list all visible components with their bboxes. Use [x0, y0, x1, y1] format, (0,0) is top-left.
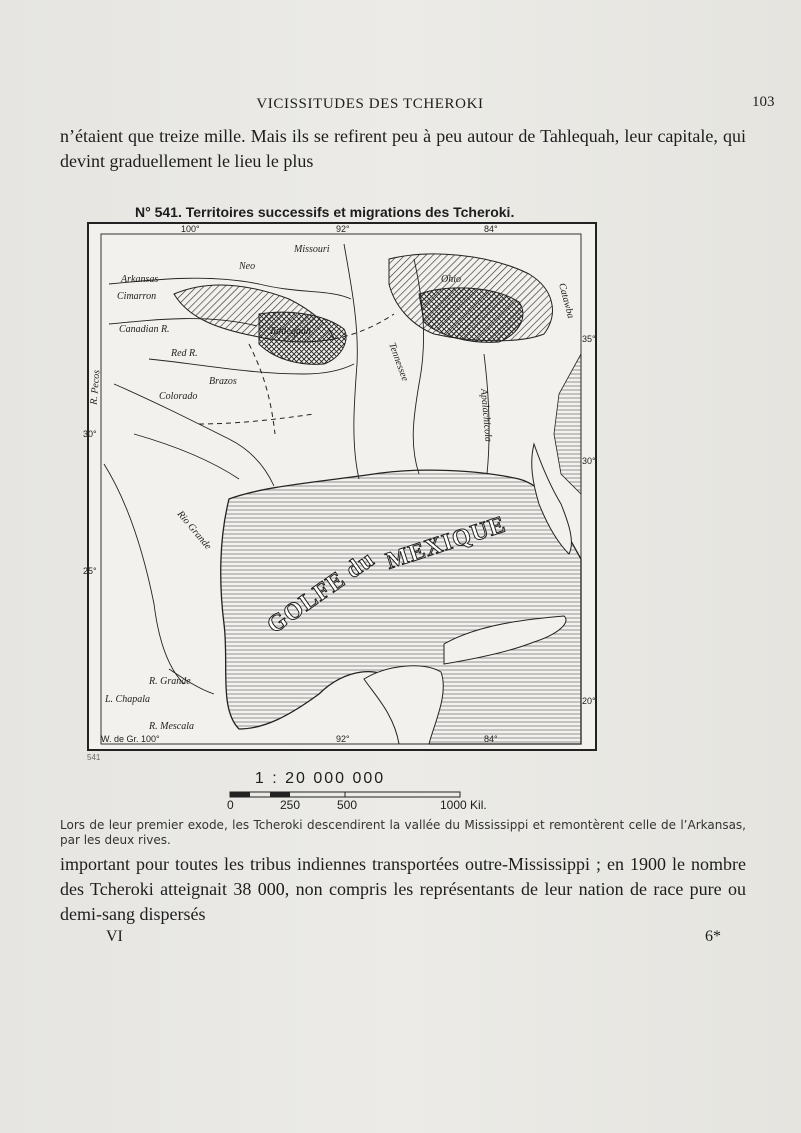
lon-bottom-3: 84° [484, 734, 498, 744]
lon-bottom-1: W. de Gr. 100° [101, 734, 160, 744]
lat-left-1: 30° [83, 429, 97, 439]
label-rio-grande: Rio Grande [174, 508, 214, 552]
lon-top-2: 92° [336, 224, 350, 234]
scale-tick-250: 250 [280, 798, 301, 812]
lat-right-1: 35° [582, 334, 596, 344]
atlantic-ocean [554, 354, 581, 494]
lon-bottom-2: 92° [336, 734, 350, 744]
label-tennessee: Tennessee [386, 341, 411, 383]
figure-caption: Lors de leur premier exode, les Tcheroki descendirent la vallée du Mississippi et remontèrent celle de l’Arkansas, par les deux rives. [60, 818, 746, 847]
signature-sheet: 6* [705, 928, 721, 945]
map-reference: 541 [87, 753, 101, 762]
yucatan-peninsula [364, 666, 443, 744]
label-neo: Neo [239, 261, 256, 272]
scale-tick-0: 0 [227, 798, 234, 812]
label-arkansas: Arkansas [121, 274, 159, 285]
scale-tick-500: 500 [337, 798, 358, 812]
figure-title: N° 541. Territoires successifs et migrations des Tcheroki. [135, 204, 515, 220]
label-ohio: Ohio [441, 274, 461, 285]
running-head: VICISSITUDES DES TCHEROKI [256, 96, 484, 112]
territory-tahlequah [259, 312, 346, 364]
label-mescala: R. Mescala [149, 721, 194, 732]
label-brazos: Brazos [209, 376, 237, 387]
label-catawba: Catawba [556, 281, 577, 320]
lat-right-3: 20° [582, 696, 596, 706]
label-canadian: Canadian R. [119, 324, 170, 335]
lat-left-2: 25° [83, 566, 97, 576]
page-number: 103 [752, 94, 775, 110]
lat-right-2: 30° [582, 456, 596, 466]
label-chapala: L. Chapala [105, 694, 151, 705]
lon-top-1: 100° [181, 224, 200, 234]
lon-top-3: 84° [484, 224, 498, 234]
scale-ratio: 1 : 20 000 000 [254, 770, 386, 787]
label-missouri: Missouri [294, 244, 330, 255]
map-figure [83, 222, 597, 751]
label-cimarron: Cimarron [117, 291, 157, 302]
label-pecos: R. Pecos [88, 369, 103, 406]
map-svg [83, 224, 596, 749]
label-gulf: GOLFE du [262, 546, 380, 639]
label-apalachicola: Apalachicola [478, 388, 494, 443]
label-colorado: Colorado [159, 391, 198, 402]
label-mexique: MEXIQUE [382, 511, 510, 575]
label-tahlequah: Tahlequah [269, 326, 311, 337]
paragraph-bottom: important pour toutes les tribus indiennes transportées outre-Mississippi ; en 1900 le nombre des Tcheroki atteignait 38 000, non compris les représentants de leur nation de race pure ou demi-sang dispersés [60, 854, 746, 924]
signature-volume: VI [106, 928, 123, 945]
scale-tick-1000: 1000 Kil. [440, 798, 487, 812]
label-red: Red R. [171, 348, 198, 359]
label-r-grande: R. Grande [149, 676, 191, 687]
paragraph-top: n’étaient que treize mille. Mais ils se refirent peu à peu autour de Tahlequah, leur capitale, qui devint graduellement le lieu le plus [60, 126, 746, 171]
